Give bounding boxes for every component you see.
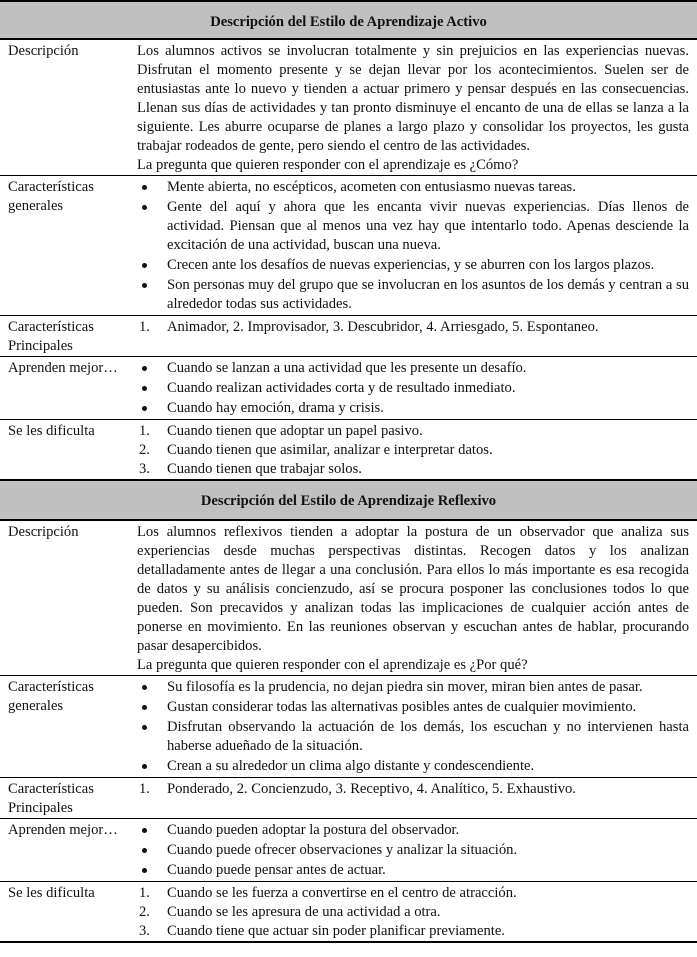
bullet-icon [142, 283, 147, 288]
row-aprenden-mejor [0, 357, 697, 420]
bullet-icon [142, 868, 147, 873]
row-label: Características Principales [8, 319, 94, 354]
row-label: Aprenden mejor… [8, 360, 118, 376]
list-item: Disfrutan observando la actuación de los demás, los escuchan y no intervienen hasta haberse adueñado de la situación. [137, 718, 689, 756]
bullet-list [137, 821, 689, 880]
pregunta-text: La pregunta que quieren responder con el aprendizaje es ¿Por qué? [137, 657, 528, 673]
descripcion-text: Los alumnos activos se involucran totalmente y sin prejuicios en las experiencias nuevas. Disfrutan el momento presente y se dejan llevar por los acontecimientos. Suelen ser de entusiastas ante lo nuevo y tienden a actuar primero y pensar después en las consecuencias. Llenan sus días de actividades y tan pronto disminuye el encanto de una de ellas se lanza a la siguiente. Les aburre ocuparse de planes a largo plazo y consolidar los proyectos, les gusta trabajar rodeados de gente, pero siendo el centro de las actividades. [137, 43, 689, 154]
list-item: Crean a su alrededor un clima algo distante y condescendiente. [137, 757, 689, 776]
section-header-reflexivo: Descripción del Estilo de Aprendizaje Reflexivo [0, 481, 697, 521]
row-content [137, 357, 697, 419]
row-content [137, 40, 697, 175]
bullet-icon [142, 205, 147, 210]
list-item: Cuando pueden adoptar la postura del observador. [137, 821, 689, 840]
list-item: Cuando puede ofrecer observaciones y analizar la situación. [137, 841, 689, 860]
bullet-icon [142, 848, 147, 853]
bullet-icon [142, 685, 147, 690]
list-item: 1. Cuando se les fuerza a convertirse en el centro de atracción. [139, 885, 517, 901]
list-item: Crecen ante los desafíos de nuevas experiencias, y se aburren con los largos plazos. [137, 256, 689, 275]
row-content [137, 882, 697, 941]
bullet-icon [142, 406, 147, 411]
row-caracteristicas-generales [0, 176, 697, 316]
row-caracteristicas-principales [0, 778, 697, 819]
list-item: Su filosofía es la prudencia, no dejan piedra sin mover, miran bien antes de pasar. [137, 678, 689, 697]
row-label: Se les dificulta [8, 885, 95, 901]
numbered-list [137, 884, 689, 941]
row-label: Se les dificulta [8, 423, 95, 439]
bullet-list [137, 178, 689, 314]
bullet-list [137, 359, 689, 418]
row-content [137, 176, 697, 315]
bullet-icon [142, 366, 147, 371]
row-label: Características generales [8, 679, 94, 714]
bullet-list [137, 678, 689, 776]
row-descripcion [0, 40, 697, 176]
row-descripcion [0, 521, 697, 676]
list-item: 3. Cuando tienen que trabajar solos. [139, 461, 362, 477]
row-label: Descripción [8, 43, 79, 59]
row-content [137, 819, 697, 881]
row-label: Características Principales [8, 781, 94, 816]
row-label: Características generales [8, 179, 94, 214]
list-item: Cuando realizan actividades corta y de resultado inmediato. [137, 379, 689, 398]
list-item: 2. Cuando se les apresura de una actividad a otra. [139, 904, 441, 920]
list-item: 1. Animador, 2. Improvisador, 3. Descubridor, 4. Arriesgado, 5. Espontaneo. [139, 319, 599, 335]
list-item: Mente abierta, no escépticos, acometen con entusiasmo nuevas tareas. [137, 178, 689, 197]
list-item: 1. Ponderado, 2. Concienzudo, 3. Receptivo, 4. Analítico, 5. Exhaustivo. [139, 781, 576, 797]
row-aprenden-mejor [0, 819, 697, 882]
bullet-icon [142, 725, 147, 730]
row-se-les-dificulta [0, 882, 697, 943]
row-content [137, 521, 697, 675]
list-item: Son personas muy del grupo que se involucran en los asuntos de los demás y centran a su alrededor todas sus actividades. [137, 276, 689, 314]
bullet-icon [142, 263, 147, 268]
row-caracteristicas-generales [0, 676, 697, 778]
row-content [137, 778, 697, 818]
pregunta-text: La pregunta que quieren responder con el aprendizaje es ¿Cómo? [137, 157, 519, 173]
row-content [137, 316, 697, 356]
row-caracteristicas-principales [0, 316, 697, 357]
bullet-icon [142, 705, 147, 710]
list-item: Cuando se lanzan a una actividad que les presente un desafío. [137, 359, 689, 378]
list-item: 3. Cuando tiene que actuar sin poder planificar previamente. [139, 923, 505, 939]
list-item: Cuando hay emoción, drama y crisis. [137, 399, 689, 418]
row-label: Descripción [8, 524, 79, 540]
bullet-icon [142, 386, 147, 391]
list-item: Gente del aquí y ahora que les encanta vivir nuevas experiencias. Días llenos de actividad. Piensan que al menos una vez hay que intentarlo todo. Apenas desciende la excitación de una actividad, buscan una nueva. [137, 198, 689, 255]
list-item: Gustan considerar todas las alternativas posibles antes de cualquier movimiento. [137, 698, 689, 717]
row-se-les-dificulta [0, 420, 697, 481]
section-header-activo: Descripción del Estilo de Aprendizaje Activo [0, 0, 697, 40]
bullet-icon [142, 185, 147, 190]
list-item: 2. Cuando tienen que asimilar, analizar e interpretar datos. [139, 442, 493, 458]
list-item: 1. Cuando tienen que adoptar un papel pasivo. [139, 423, 423, 439]
row-content [137, 676, 697, 777]
bullet-icon [142, 764, 147, 769]
descripcion-text: Los alumnos reflexivos tienden a adoptar la postura de un observador que analiza sus experiencias desde muchas perspectivas distintas. Recogen datos y los analizan detalladamente antes de llegar a una conclusión. Para ellos lo más importante es esa recogida de datos y su análisis concienzudo, así se procura posponer las conclusiones todos lo que pueden. Son precavidos y analizan todas las implicaciones de cualquier acción antes de ponerse en movimiento. En las reuniones observan y escuchan antes de hablar, procurando pasar desapercibidos. [137, 524, 689, 654]
list-item: Cuando puede pensar antes de actuar. [137, 861, 689, 880]
row-content [137, 420, 697, 479]
row-label: Aprenden mejor… [8, 822, 118, 838]
numbered-list [137, 422, 689, 479]
bullet-icon [142, 828, 147, 833]
